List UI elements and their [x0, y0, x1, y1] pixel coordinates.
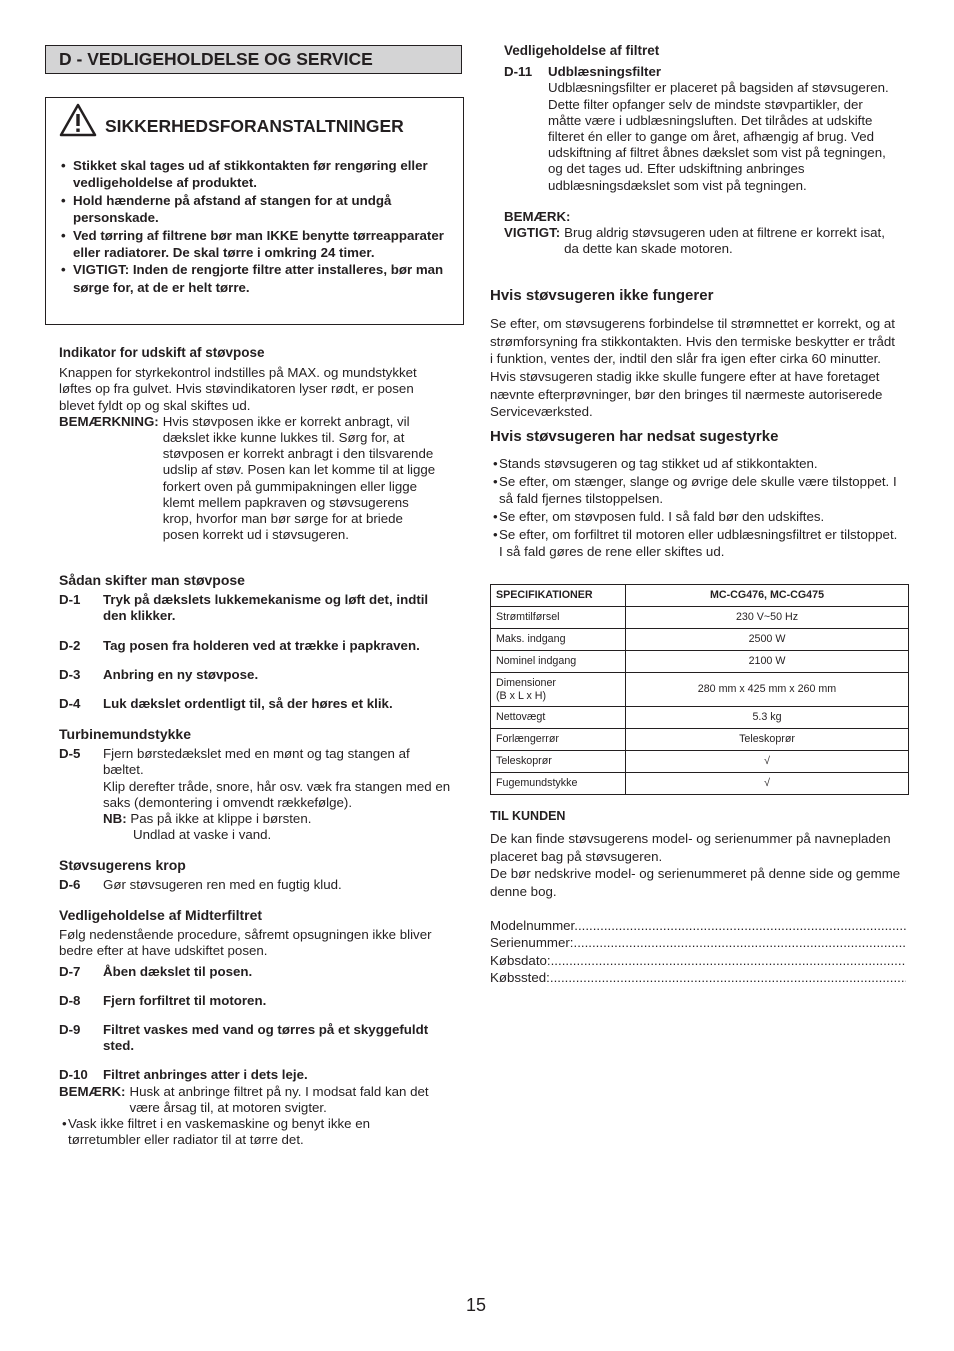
table-cell: 2100 W: [626, 651, 909, 673]
note-label: BEMÆRKNING:: [59, 413, 159, 429]
body-section: [59, 857, 451, 893]
table-cell: [491, 673, 626, 707]
bullet-item: • Se efter, om støvposen fuld. I så fald bør den udskiftes.: [490, 508, 900, 526]
step: [59, 638, 451, 654]
step-text: Tag posen fra holderen ved at trække i papkraven.: [103, 637, 420, 653]
table-cell: √: [626, 773, 909, 795]
note-label: VIGTIGT:: [504, 225, 561, 241]
field-dots: [551, 952, 906, 970]
filter-text: Udblæsningsfilter er placeret på bagsiden af støvsugeren. Dette filter opfanger selv de mindste støvpartikler, der måtte være i udblæsningsluften. Det tilrådes at udskifte filteret én eller to gange om året, afhængig af brug. Ved udskiftning af filtret åbnes dækslet som vist på tegningen, og det tages ud. Efter udskiftning anbringes udblæsningsdækslet som vist på tegningen.: [548, 80, 889, 193]
table-cell: Teleskoprør: [626, 729, 909, 751]
step-number: D-3: [59, 666, 81, 682]
customer-text-2: De bør nedskrive model- og serienummeret på denne side og gemme denne bog.: [490, 866, 901, 899]
reduced-heading: Hvis støvsugeren har nedsat sugestyrke: [490, 428, 779, 445]
page-number: 15: [466, 1295, 487, 1315]
bullet-item: • Stands støvsugeren og tag stikket ud af stikkontakten.: [490, 455, 900, 473]
indicator-section: [59, 345, 451, 543]
step: [59, 667, 451, 683]
table-row: [491, 729, 909, 751]
step-text: Gør støvsugeren ren med en fugtig klud.: [103, 877, 342, 893]
step: [59, 1022, 451, 1054]
note-label: NB:: [103, 811, 127, 827]
not-working-text: Se efter, om støvsugerens forbindelse til strømnettet er korrekt, og at strømforsyning fra stikkontakten. Hvis den termiske beskytter er trådt i funktion, ventes der, indtil den slår fra igen efter cirka 60 minutter. Hvis støvsugeren stadig ikke skulle fungere efter at have foretaget nævnte efterprøvninger, bør den bringes til nærmeste autoriserede Serviceværksted.: [490, 316, 895, 420]
turbo-text-1: Fjern børstedækslet med en mønt og tag stangen af bæltet.: [103, 746, 410, 778]
field-dots: [574, 934, 906, 952]
customer-text-1: De kan finde støvsugerens model- og serienummer på navnepladen placeret bag på støvsugeren.: [490, 831, 891, 864]
customer-heading: TIL KUNDEN: [490, 809, 566, 823]
mid-filter-note: [59, 1084, 451, 1116]
table-row: [491, 751, 909, 773]
mid-filter-section: [59, 907, 451, 1148]
mid-filter-heading: Vedligeholdelse af Midterfiltret: [59, 907, 263, 923]
step: [59, 964, 451, 980]
step-number: D-4: [59, 696, 81, 712]
section-title: D - VEDLIGEHOLDELSE OG SERVICE: [45, 45, 462, 74]
table-cell: Maks. indgang: [491, 629, 626, 651]
safety-title: SIKKERHEDSFORANSTALTNINGER: [105, 116, 404, 136]
table-cell: Teleskoprør: [491, 751, 626, 773]
turbo-note: [103, 811, 451, 827]
customer-fields: [490, 917, 906, 987]
safety-item: • VIGTIGT: Inden de rengjorte filtre atter installeres, bør man sørge for, at de er helt tørre.: [60, 261, 455, 296]
table-cell: MC-CG476, MC-CG475: [626, 585, 909, 607]
field-label: Serienummer:: [490, 935, 574, 951]
table-cell: 2500 W: [626, 629, 909, 651]
body-heading: Støvsugerens krop: [59, 857, 186, 873]
field-label: Modelnummer.: [490, 917, 578, 933]
safety-item: • Ved tørring af filtrene bør man IKKE benytte tørreapparater eller radiatorer. De skal tørre i omkring 24 timer.: [60, 227, 455, 262]
table-row: [491, 673, 909, 707]
filter-subheading: Udblæsningsfilter: [548, 64, 662, 80]
bullet-item: • Se efter, om forfiltret til motoren eller udblæsningsfiltret er tilstoppet. I så fald gøres de rene eller skiftes ud.: [490, 526, 900, 561]
safety-item: • Hold hænderne på afstand af stangen for at undgå personskade.: [60, 192, 455, 227]
filter-note: [504, 225, 899, 257]
step-number: D-10: [59, 1067, 88, 1083]
spec-table: [490, 584, 909, 795]
bag-change-section: [59, 572, 451, 712]
field-label: Købssted:: [490, 970, 550, 986]
table-cell: √: [626, 751, 909, 773]
purchase-place-field[interactable]: [490, 969, 906, 987]
note-text: Hvis støvposen ikke er korrekt anbragt, vil dækslet ikke kunne lukkes til. Sørg for, at støvposen er korrekt anbragt i den tilsvarende udslip af støv. Posen kan let komme til at ligge forkert oven på gummipakningen eller ligge klemt mellem papkraven og støvsugerens krop, hvorfor man bør sørge for at briede posen korrekt ud i støvsugeren.: [162, 413, 436, 543]
indicator-heading: Indikator for udskift af støvpose: [59, 345, 265, 360]
table-cell: 280 mm x 425 mm x 260 mm: [626, 673, 909, 707]
table-row: [491, 629, 909, 651]
table-cell: Nettovægt: [491, 707, 626, 729]
table-cell: 5.3 kg: [626, 707, 909, 729]
indicator-text: Knappen for styrkekontrol indstilles på MAX. og mundstykket løftes op fra gulvet. Hvis støvindikatoren lyser rødt, er posen blevet fyldt op og skal skiftes ud.: [59, 365, 417, 413]
step-text: Åben dækslet til posen.: [103, 963, 253, 979]
serial-number-field[interactable]: [490, 934, 906, 952]
table-row: [491, 607, 909, 629]
step: [504, 64, 899, 194]
step-number: D-2: [59, 637, 81, 653]
model-number-field[interactable]: [490, 917, 906, 935]
table-cell: Forlængerrør: [491, 729, 626, 751]
bag-change-heading: Sådan skifter man støvpose: [59, 572, 245, 588]
step: [59, 877, 451, 893]
table-cell: Fugemundstykke: [491, 773, 626, 795]
mid-filter-intro: Følg nedenstående procedure, såfremt opsugningen ikke bliver bedre efter at have udskiftet posen.: [59, 927, 432, 959]
field-label: Købsdato:: [490, 952, 551, 968]
note-heading: BEMÆRK:: [504, 208, 571, 224]
safety-list: [60, 157, 455, 296]
step-number: D-8: [59, 992, 81, 1008]
safety-item: • Stikket skal tages ud af stikkontakten før rengøring eller vedligeholdelse af produktet.: [60, 157, 455, 192]
table-row: [491, 707, 909, 729]
bullet-item: • Vask ikke filtret i en vaskemaskine og benyt ikke en tørretumbler eller radiator til at tørre det.: [59, 1116, 429, 1148]
turbo-section: [59, 726, 451, 843]
table-cell: SPECIFIKATIONER: [491, 585, 626, 607]
turbo-heading: Turbinemundstykke: [59, 726, 191, 742]
table-header-row: [491, 585, 909, 607]
step-text: Filtret anbringes atter i dets leje.: [103, 1067, 308, 1083]
dim-label-2: (B x L x H): [496, 689, 547, 702]
mid-filter-bullets: [59, 1116, 429, 1148]
step-number: D-1: [59, 592, 81, 608]
step-text: [103, 746, 451, 843]
step-text: Filtret vaskes med vand og tørres på et skyggefuldt sted.: [103, 1022, 429, 1054]
note-text: Husk at anbringe filtret på ny. I modsat fald kan det være årsag til, at motoren svigter.: [129, 1083, 429, 1115]
step-text: Tryk på dækslets lukkemekanisme og løft det, indtil den klikker.: [103, 592, 429, 624]
warning-icon: [58, 102, 98, 138]
not-working-section: [490, 288, 900, 421]
step: [59, 1067, 451, 1083]
step-text: Luk dækslet ordentligt til, så der høres et klik.: [103, 696, 393, 712]
table-cell: 230 V~50 Hz: [626, 607, 909, 629]
note-text: Pas på ikke at klippe i børsten.: [130, 811, 312, 827]
step-number: D-11: [504, 64, 533, 80]
step: [59, 993, 451, 1009]
filter-maint-section: [504, 43, 899, 257]
step-number: D-5: [59, 746, 81, 762]
step-number: D-6: [59, 877, 81, 893]
step: [59, 746, 451, 843]
note-text: Brug aldrig støvsugeren uden at filtrene er korrekt isat, da dette kan skade motoren.: [564, 225, 885, 257]
step-text: Fjern forfiltret til motoren.: [103, 992, 267, 1008]
step-text: [548, 64, 899, 194]
bullet-item: • Se efter, om stænger, slange og øvrige dele skulle være tilstoppet. I så fald fjernes tilstoppelsen.: [490, 473, 900, 508]
table-row: [491, 651, 909, 673]
step: [59, 696, 451, 712]
table-cell: Nominel indgang: [491, 651, 626, 673]
not-working-heading: Hvis støvsugeren ikke fungerer: [490, 287, 714, 304]
step-number: D-7: [59, 963, 81, 979]
step: [59, 592, 451, 624]
purchase-date-field[interactable]: [490, 952, 906, 970]
step-number: D-9: [59, 1022, 81, 1038]
note-label: BEMÆRK:: [59, 1083, 126, 1099]
customer-section: [490, 808, 906, 987]
reduced-section: [490, 429, 900, 561]
field-dots: [578, 917, 906, 935]
indicator-note: [59, 414, 451, 544]
table-row: [491, 773, 909, 795]
filter-maint-heading: Vedligeholdelse af filtret: [504, 43, 660, 58]
reduced-list: [490, 455, 900, 561]
step-text: Anbring en ny støvpose.: [103, 666, 259, 682]
turbo-text-2: Klip derefter tråde, snore, hår osv. væk fra stangen med en saks (demontering i omvendt rækkefølge).: [103, 778, 451, 810]
note-text: Undlad at vaske i vand.: [133, 827, 272, 843]
table-cell: Strømtilførsel: [491, 607, 626, 629]
dim-label: Dimensioner: [496, 676, 556, 689]
field-dots: [550, 969, 906, 987]
